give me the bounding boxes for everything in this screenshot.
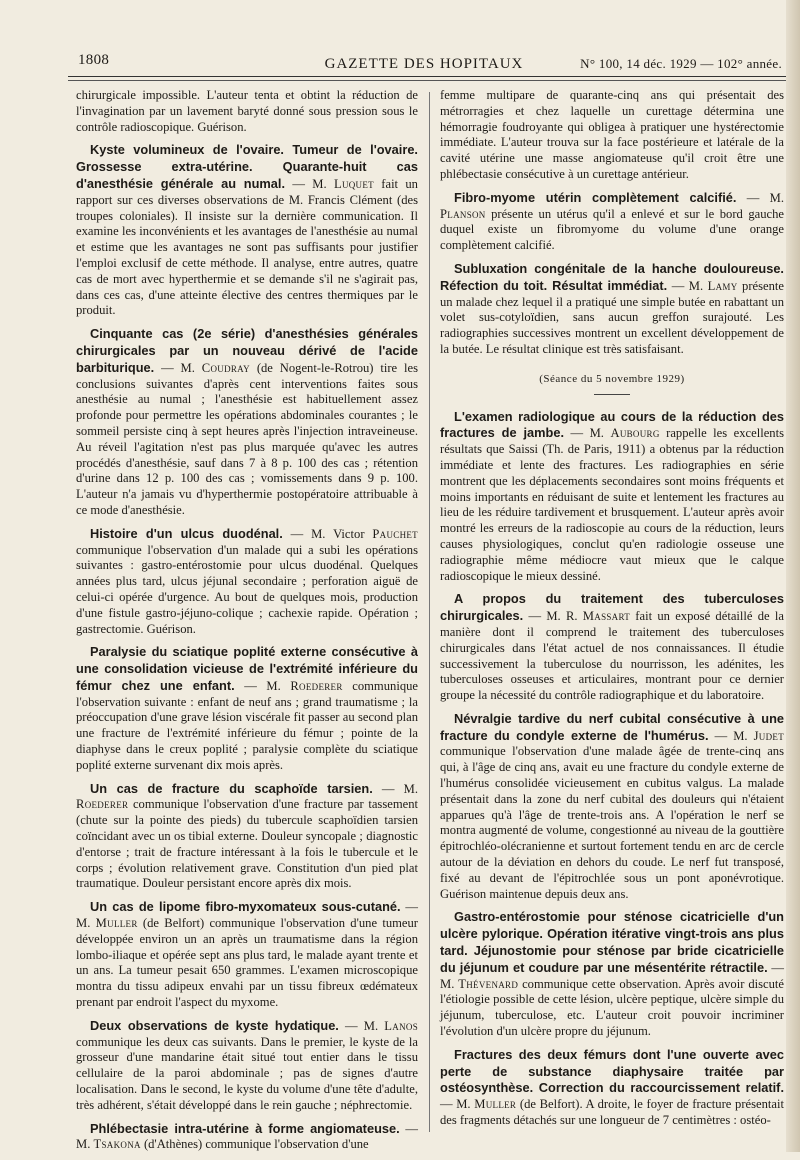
article-title: Paralysie du sciatique poplité externe consécutive à une consolidation vicieuse de l'extrémité inférieure du fémur chez une enfant. [76, 644, 418, 693]
article-paragraph [440, 88, 784, 183]
author-prefix: — M. [667, 278, 708, 293]
article-text: (d'Athènes) communique l'observation d'une [140, 1137, 369, 1152]
header-rule [68, 76, 790, 77]
article-title: Deux observations de kyste hydatique. [90, 1017, 339, 1033]
author-name: Muller [474, 1097, 517, 1112]
article-paragraph [76, 88, 418, 135]
author-prefix: — M. [285, 176, 334, 191]
page-header [60, 52, 788, 78]
author-prefix: — M. [564, 426, 611, 441]
article-paragraph [440, 261, 784, 358]
article-title: A propos du traitement des tuberculoses chirurgicales. [440, 591, 784, 624]
article-text: communique les deux cas suivants. Dans le premier, le kyste de la grosseur d'une mandarine était situé tout entier dans le tissu cellulaire de la paroi abdominale ; pas de signes d'autre localisation. Dans le second, le kyste du volume d'une tête d'adulte, très adhérent, s'était développé dans le rein gauche ; néphrectomie. [76, 1034, 418, 1112]
author-name: Thévenard [458, 976, 519, 991]
header-rule-thin [68, 80, 790, 81]
author-prefix: — M. [76, 900, 418, 931]
article-text: femme multipare de quarante-cinq ans qui présentait des métrorragies et chez laquelle un curettage détermina une hémorragie foudroyante qui obligea à pratiquer une hystérectomie immédiate. L'auteur trouva sur la face postérieure et latérale de la cavité utérine une masse angiomateuse qu'il croit être une phlébectasie consécutive à un curettage antérieur. [440, 88, 784, 181]
article-paragraph [76, 1018, 418, 1114]
article-title: Fractures des deux fémurs dont l'une ouverte avec perte de substance diaphysaire traitée par ostéosynthèse. Correction du raccourcissement relatif. [440, 1046, 784, 1096]
article-paragraph [76, 526, 418, 638]
author-name: Pauchet [372, 526, 418, 541]
article-text: présente un utérus qu'il a enlevé et sur le bord gauche duquel existe un fibromyome du volume d'une orange complètement calcifié. [440, 206, 784, 253]
author-prefix: — M. [440, 1097, 475, 1112]
article-paragraph [76, 326, 418, 519]
author-prefix: — M. R. [523, 609, 583, 624]
author-name: Roederer [290, 678, 343, 693]
article-text: présente un malade chez lequel il a pratiqué une simple butée en rabattant un volet sus-cotyloïdien, sans aucun greffon surajouté. Les radiographies successives montrent un excellent développement de la butée. Le résultat clinique est très satisfaisant. [440, 278, 784, 356]
left-column [76, 88, 418, 1160]
article-paragraph [76, 142, 418, 319]
author-name: Aubourg [610, 426, 660, 441]
article-title: Kyste volumineux de l'ovaire. Tumeur de l'ovaire. Grossesse extra-utérine. Quarante-huit cas d'anesthésie générale au numal. [76, 142, 418, 191]
article-text: chirurgicale impossible. L'auteur tenta et obtint la réduction de l'invagination par un lavement baryté donné sous pression sous le contrôle radioscopique. Guérison. [76, 88, 418, 134]
article-text: communique l'observation d'une fracture par tassement (chute sur la pointe des pieds) du tubercule scaphoïdien tarsien coïncidant avec un os tibial externe. Douleur syncopale ; diagnostic d'entorse ; trait de fracture intéressant à la fois le tubercule et le corps ; évolution relativement grave. Constitution d'un pied plat traumatique. Douleur persistant encore après dix mois. [76, 797, 418, 891]
author-prefix: — M. [708, 728, 754, 743]
article-paragraph [440, 409, 784, 585]
right-column [440, 88, 784, 1136]
issue-info: N° 100, 14 déc. 1929 — 102° année. [580, 56, 782, 71]
author-prefix: — M. [736, 190, 784, 205]
article-title: Gastro-entérostomie pour sténose cicatricielle d'un ulcère pylorique. Opération itérative vingt-trois ans plus tard. Jéjunostomie pour sténose par bride cicatricielle du jéjunum et coudure par une mésentérite rétractile. [440, 909, 784, 975]
author-prefix: — M. [234, 678, 291, 693]
author-name: Tsakona [93, 1137, 141, 1152]
article-title: Cinquante cas (2e série) d'anesthésies générales chirurgicales par un nouveau dérivé de l'acide barbiturique. [76, 326, 418, 375]
article-paragraph [76, 1121, 418, 1154]
author-name: Lamy [707, 278, 738, 293]
author-prefix: — M. [154, 360, 202, 375]
article-title: L'examen radiologique au cours de la réduction des fractures de jambe. [440, 408, 784, 441]
article-title: Un cas de lipome fibro-myxomateux sous-cutané. [90, 899, 401, 915]
article-title: Subluxation congénitale de la hanche douloureuse. Réfection du toit. Résultat immédiat. [440, 260, 784, 293]
author-prefix: — M. Victor [282, 526, 373, 541]
author-name: Lanos [384, 1018, 418, 1033]
article-text: communique l'observation d'un malade qui a subi les opérations suivantes : gastro-entérostomie pour ulcus duodénal. Quelques années plus tard, ulcus jéjunal secondaire ; perforation aiguë de celui-ci opérée d'urgence. Au bout de quelques mois, production d'une fistule gastro-jéjuno-colique ; cachexie rapide. Opération ; gastrectomie. Guérison. [76, 542, 418, 636]
article-text: (de Nogent-le-Rotrou) tire les conclusions suivantes d'après cent interventions faites sous anesthésie au numal ; l'anesthésie est habituellement assez profonde pour permettre les opérations abdominales courantes ; le sommeil persiste cinq à sept heures après l'injection intraveineuse. Au réveil l'agitation n'est pas plus marquée qu'avec les autres procédés d'anesthésie, sauf dans 7 à 8 p. 100 des cas ; rétention d'urine dans 12 p. 100 des cas ; vomissements dans 9 p. 100. L'auteur n'a jamais vu d'hyperthermie postopératoire attribuable à ce mode d'anesthésie. [76, 360, 418, 517]
article-text: fait un rapport sur ces diverses observations de M. Francis Clément (des troupes coloniales). Il insiste sur la dernière communication. Il examine les inconvénients et les avantages de l'anesthésie au numal et estime que les avantages ne sont pas suffisants pour justifier l'emploi exclusif de cette méthode. Il analyse, entre autres, quatre cas de mort avec hyperthermie et se demande s'il ne s'agirait pas, dans ces cas, d'une atteinte élective des centres thermiques par le produit. [76, 176, 418, 318]
article-paragraph [440, 711, 784, 903]
article-text: (de Belfort) communique l'observation d'une tumeur développée environ un an après un traumatisme dans la région lombo-iliaque et opérée sept ans plus tard, le malade ayant trente et un ans. La tumeur pesait 650 grammes. L'examen microscopique montra du tissu adipeux envahi par un tissu fibreux œdémateux prenant par endroit l'aspect du myxome. [76, 916, 418, 1010]
article-text: rappelle les excellents résultats que Saissi (Th. de Paris, 1911) a obtenus par la réduction immédiate et lente des fractures. Les radiographies en série montrent que les déplacements secondaires sont moins fréquents et moins importants en réduisant de suite et lentement les fractures au lieu de les réduire tardivement et brusquement. L'auteur après avoir montré les erreurs de la radioscopie au cours de la réduction, leurs causes physiologiques, conclut qu'en radiologie osseuse une radiographie même médiocre vaut mieux que le calque radioscopique le mieux dessiné. [440, 426, 784, 583]
session-date: (Séance du 5 novembre 1929) [539, 372, 685, 385]
author-name: Roederer [76, 797, 129, 812]
session-rule [594, 394, 630, 395]
author-prefix: — M. [76, 1121, 418, 1152]
author-name: Massart [582, 609, 631, 624]
author-name: Planson [440, 206, 486, 221]
author-prefix: — M. [440, 960, 784, 991]
page-edge [786, 0, 800, 1152]
article-text: (de Belfort). A droite, le foyer de fracture présentait des fragments détachés sur une longueur de 7 centimètres : ostéo- [440, 1097, 784, 1128]
article-title: Fibro-myome utérin complètement calcifié. [454, 189, 737, 205]
article-paragraph [440, 909, 784, 1039]
article-text: communique cette observation. Après avoir discuté l'étiologie possible de cette lésion, ulcère peptique, ulcère simple du jéjunum, tuberculose, etc. L'auteur croit pouvoir incriminer l'évolution d'un ulcère propre du jéjunum. [440, 976, 784, 1039]
author-prefix: — M. [338, 1018, 385, 1033]
author-name: Coudray [201, 360, 250, 375]
article-paragraph [76, 644, 418, 773]
article-text: communique l'observation d'une malade âgée de trente-cinq ans qui, à l'âge de cinq ans, avait eu une fracture du condyle externe de l'humérus consolidée vicieusement en cubitus valgus. La malade présentait dans la zone du nerf cubital des douleurs qui n'étaient apparues qu'à l'âge de trente-trois ans. A l'opération le nerf se montra augmenté de volume, congestionné au niveau de la gouttière épitrochléo-olécranienne et surtout fortement tendu en arc de cercle autour de la déviation en dehors du coude. Le nerf fut transposé, fixé au devant de l'épitrochlée sous un pont aponévrotique. Guérison maintenue depuis deux ans. [440, 744, 784, 901]
article-title: Un cas de fracture du scaphoïde tarsien. [90, 780, 373, 796]
page-number: 1808 [78, 52, 110, 68]
article-title: Phlébectasie intra-utérine à forme angiomateuse. [90, 1120, 400, 1136]
author-name: Muller [95, 916, 138, 931]
article-paragraph [440, 591, 784, 704]
journal-title: GAZETTE DES HOPITAUX [324, 56, 524, 72]
article-text: communique l'observation suivante : enfant de neuf ans ; grand traumatisme ; la préoccupation d'une grave lésion viscérale fit passer au second plan une fracture de l'extrémité inférieure du fémur ; pointe de la diaphyse dans le creux poplité ; paralysie complète du sciatique poplité externe survenant dix mois après. [76, 678, 419, 772]
article-title: Histoire d'un ulcus duodénal. [90, 525, 283, 541]
author-prefix: — M. [372, 781, 418, 796]
article-paragraph [76, 899, 418, 1011]
article-title: Névralgie tardive du nerf cubital consécutive à une fracture du condyle externe de l'humérus. [440, 710, 784, 743]
article-paragraph [76, 781, 418, 893]
author-name: Judet [753, 728, 784, 743]
author-name: Luquet [333, 176, 374, 191]
article-paragraph [440, 190, 784, 254]
article-paragraph [440, 1047, 784, 1129]
article-text: fait un exposé détaillé de la manière dont il comprend le traitement des tuberculoses chirurgicales dans l'état actuel de nos connaissances. Il étudie successivement la tuberculose du nourrisson, les adénites, les tuberculoses osseuses et articulaires, montrant pour ce dernier groupe la nécessité du contrôle radiographique et du laboratoire. [440, 609, 784, 703]
column-divider [429, 92, 430, 1132]
